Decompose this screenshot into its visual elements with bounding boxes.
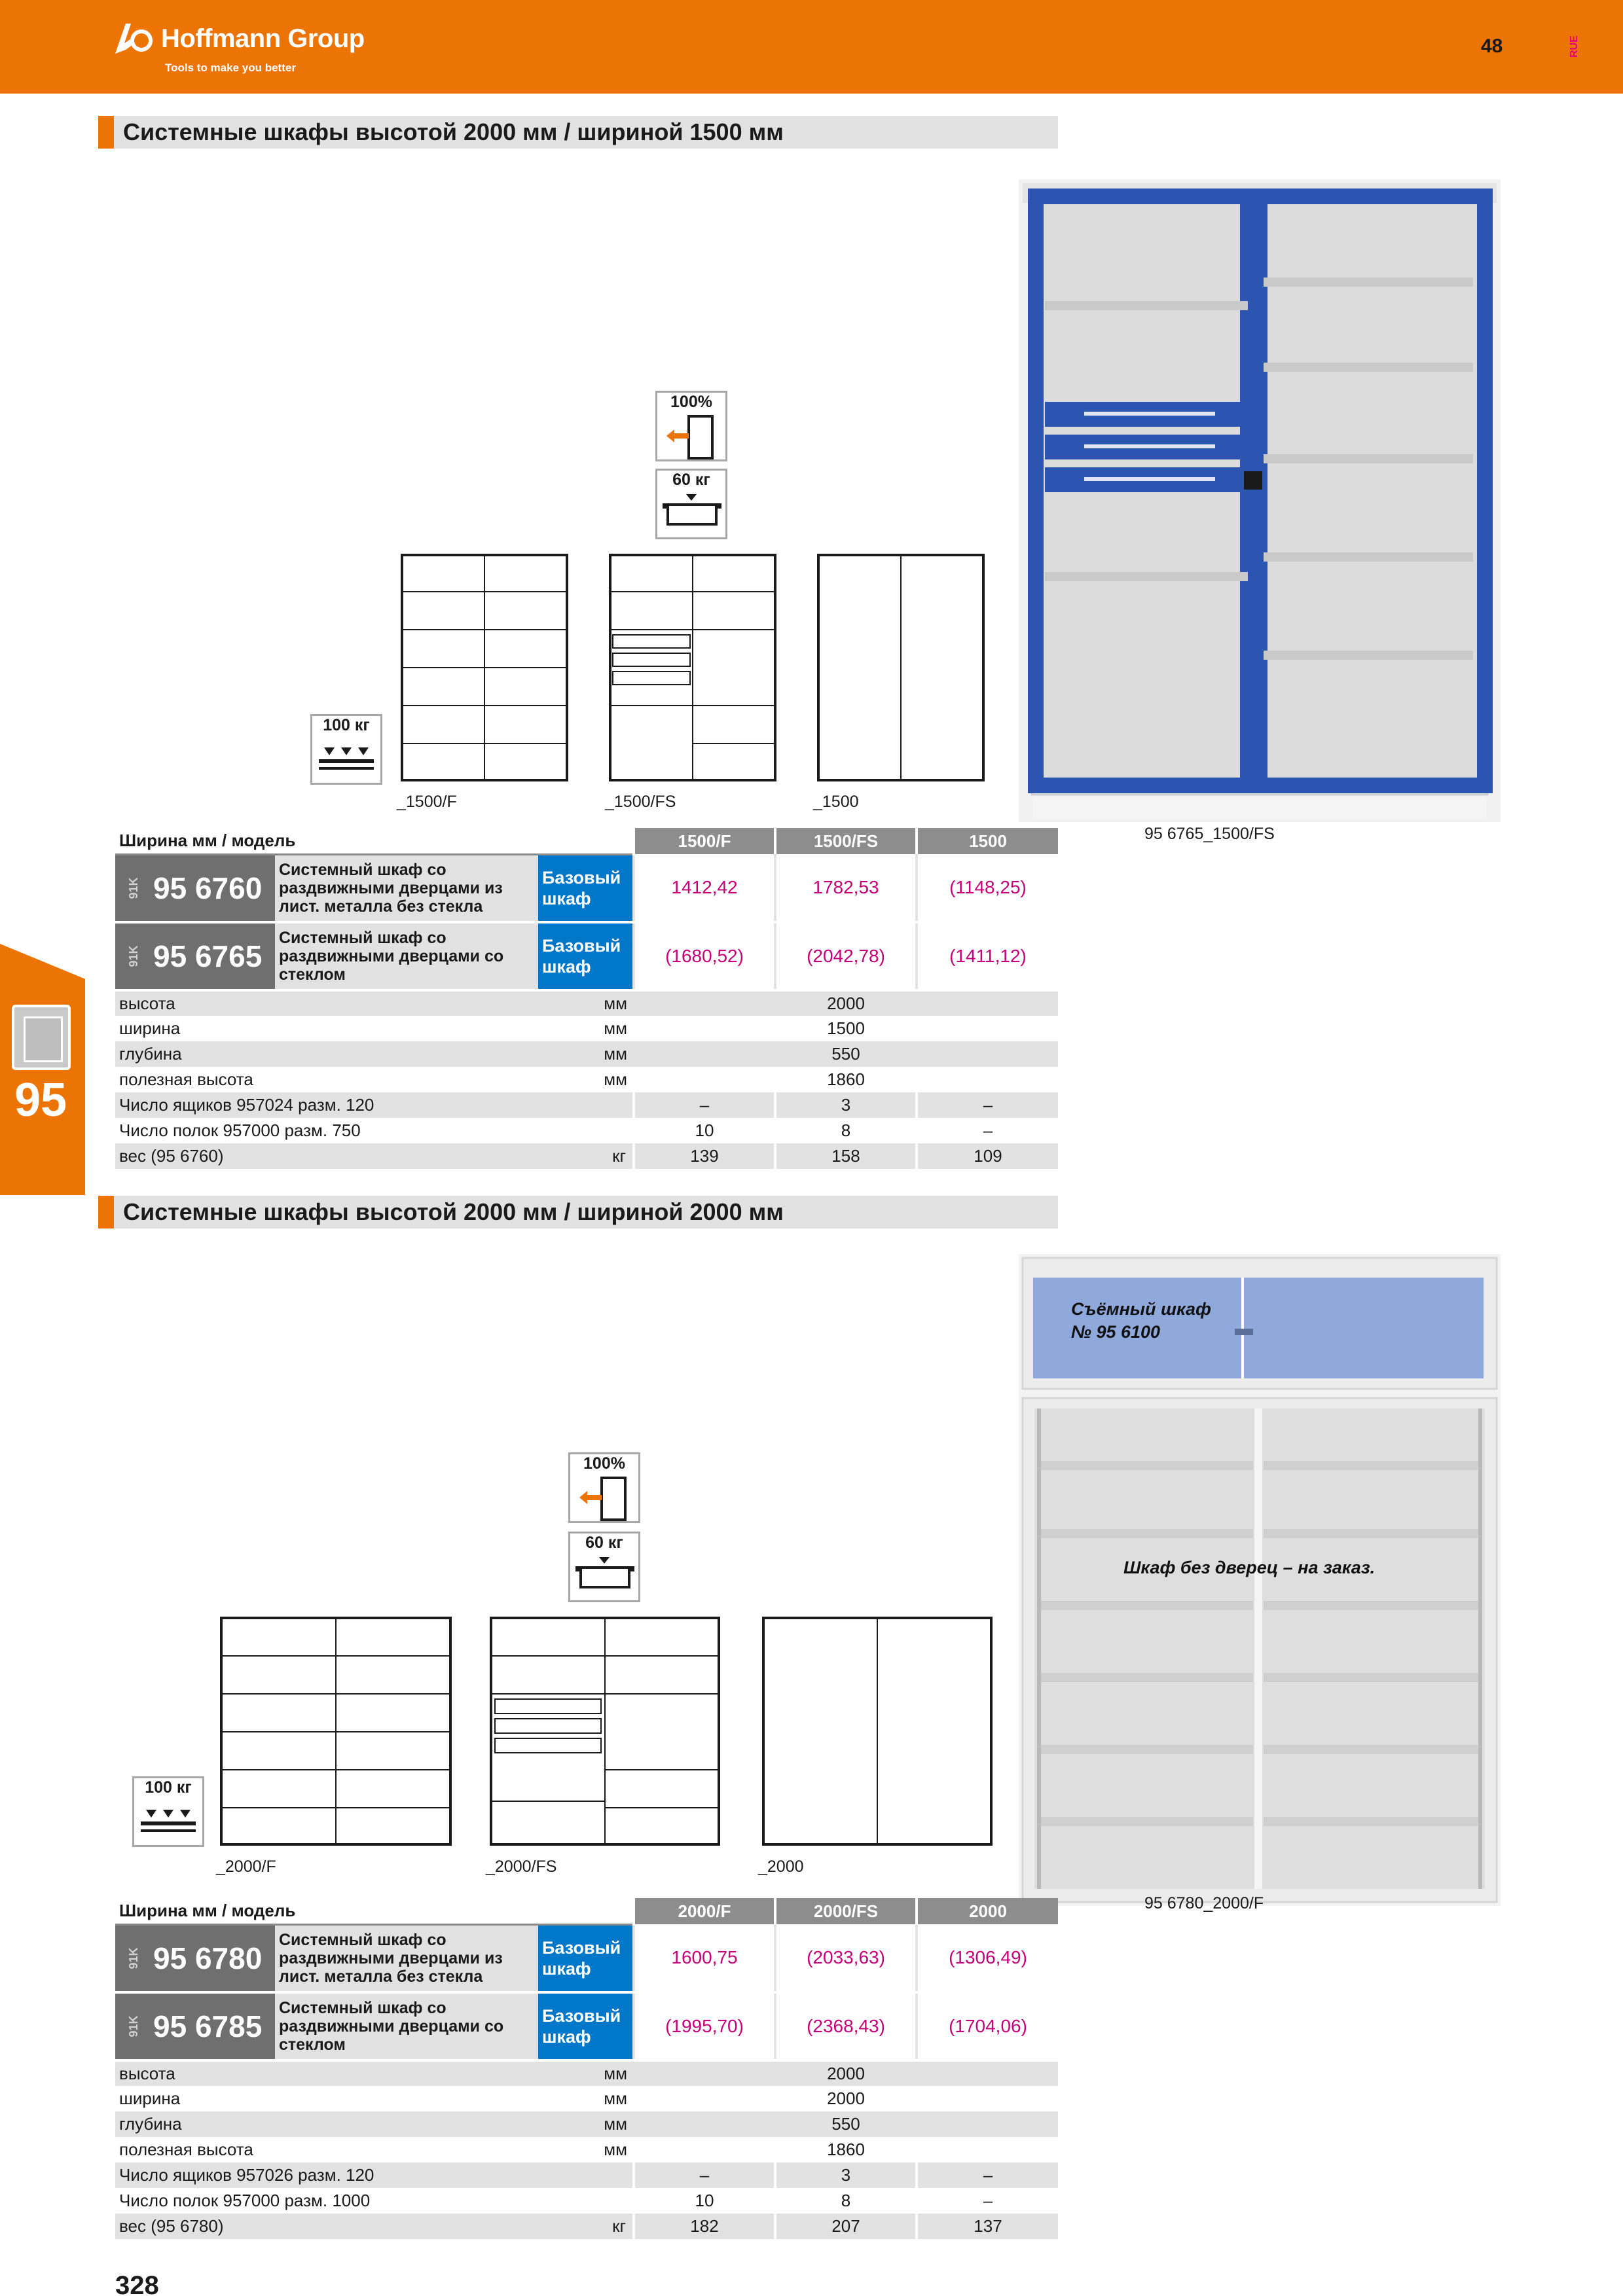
spec-row-usable-height: полезная высота мм 1860 xyxy=(119,1069,865,1089)
section-title: Системные шкафы высотой 2000 мм / шириной 1500 мм xyxy=(98,116,1058,149)
product-description: Системный шкаф со раздвижными дверцами из лист. металла без стекла xyxy=(275,1924,538,1992)
base-cabinet-badge: Базовый шкаф xyxy=(538,922,634,990)
diagram-shelves-only xyxy=(401,554,568,781)
section-number: 95 xyxy=(14,1074,67,1126)
photo-caption: 95 6765_1500/FS xyxy=(1144,825,1275,843)
drawer-load-icon xyxy=(573,1554,636,1598)
page-number: 328 xyxy=(115,2271,159,2296)
shelf-load-indicator: 100 кг xyxy=(310,714,382,785)
article-number[interactable]: 91K 95 6785 xyxy=(115,1992,275,2060)
price-cell: (1306,49) xyxy=(917,1924,1058,1992)
spec-row-height: высота мм 2000 xyxy=(115,990,1058,1016)
diagram-empty xyxy=(762,1617,993,1846)
price-cell: (1148,25) xyxy=(917,854,1058,922)
removable-cabinet-number: № 95 6100 xyxy=(1071,1322,1161,1342)
diagram-label: _2000 xyxy=(758,1857,804,1876)
product-row xyxy=(115,922,1058,990)
pull-out-indicator: 100% xyxy=(655,391,727,461)
doorless-note: Шкаф без дверец – на заказ. xyxy=(1123,1558,1376,1577)
spec-row-shelves: Число полок 957000 разм. 750 10 8 – xyxy=(115,1118,1058,1143)
price-cell: (1704,06) xyxy=(917,1992,1058,2060)
diagram-label: _2000/FS xyxy=(486,1857,557,1876)
column-header: 2000 xyxy=(917,1898,1058,1924)
price-cell: (1680,52) xyxy=(634,922,775,990)
brand-tagline: Tools to make you better xyxy=(165,62,296,74)
diagram-label: _1500 xyxy=(813,793,859,811)
diagram-label: _1500/FS xyxy=(605,793,676,811)
column-header: 1500/F xyxy=(634,828,775,854)
diagram-shelves-drawers xyxy=(490,1617,720,1846)
article-number[interactable]: 91K 95 6765 xyxy=(115,922,275,990)
product-row xyxy=(115,1924,1058,1992)
table-header-label: Ширина мм / модель xyxy=(115,1898,634,1924)
price-cell: (2033,63) xyxy=(775,1924,917,1992)
removable-cabinet-label: Съёмный шкаф xyxy=(1071,1299,1211,1319)
spec-row-usable-height: полезная высота мм 1860 xyxy=(119,2140,865,2159)
brand-logo[interactable] xyxy=(113,20,365,58)
diagram-empty xyxy=(817,554,985,781)
diagram-label: _2000/F xyxy=(216,1857,276,1876)
price-cell: 1412,42 xyxy=(634,854,775,922)
photo-caption: 95 6780_2000/F xyxy=(1144,1894,1264,1912)
article-number[interactable]: 91K 95 6780 xyxy=(115,1924,275,1992)
article-number[interactable]: 91K 95 6760 xyxy=(115,854,275,922)
spec-row-weight: вес (95 6760) кг 139 158 109 xyxy=(115,1143,1058,1169)
language-code: RUE xyxy=(1569,35,1580,58)
product-row xyxy=(115,1992,1058,2060)
base-cabinet-badge: Базовый шкаф xyxy=(538,1924,634,1992)
price-cell: (2368,43) xyxy=(775,1992,917,2060)
product-description: Системный шкаф со раздвижными дверцами со стеклом xyxy=(275,922,538,990)
drawer-load-indicator: 60 кг xyxy=(568,1532,640,1602)
shelf-load-icon xyxy=(137,1799,200,1839)
spec-row-drawers: Число ящиков 957026 разм. 120 – 3 – xyxy=(115,2162,1058,2188)
spec-row-shelves: Число полок 957000 разм. 1000 10 8 – xyxy=(115,2188,1058,2214)
drawer-extension-icon xyxy=(577,1475,632,1522)
brand-name: Hoffmann Group xyxy=(161,24,365,53)
column-header: 1500/FS xyxy=(775,828,917,854)
column-header: 2000/FS xyxy=(775,1898,917,1924)
hoffmann-logo-icon xyxy=(113,20,155,58)
spec-row-height: высота мм 2000 xyxy=(115,2060,1058,2086)
spec-row-depth: глубина мм 550 xyxy=(115,1041,1058,1067)
table-header-label: Ширина мм / модель xyxy=(115,828,634,854)
diagram-shelves-drawers xyxy=(609,554,776,781)
drawer-load-indicator: 60 кг xyxy=(655,469,727,539)
diagram-label: _1500/F xyxy=(397,793,457,811)
price-cell: 1782,53 xyxy=(775,854,917,922)
shelf-load-indicator: 100 кг xyxy=(132,1776,204,1847)
catalog-page-number: 48 xyxy=(1481,35,1503,57)
spec-table xyxy=(115,1898,1058,2239)
product-row xyxy=(115,854,1058,922)
table-header-row xyxy=(115,1898,1058,1924)
price-cell: (1411,12) xyxy=(917,922,1058,990)
spec-row-depth: глубина мм 550 xyxy=(115,2111,1058,2137)
base-cabinet-badge: Базовый шкаф xyxy=(538,1992,634,2060)
price-cell: 1600,75 xyxy=(634,1924,775,1992)
table-header-row xyxy=(115,828,1058,854)
section-title: Системные шкафы высотой 2000 мм / шириной 2000 мм xyxy=(98,1196,1058,1229)
price-cell: (1995,70) xyxy=(634,1992,775,2060)
header-bar xyxy=(0,0,1623,94)
diagram-shelves-only xyxy=(220,1617,452,1846)
product-description: Системный шкаф со раздвижными дверцами из лист. металла без стекла xyxy=(275,854,538,922)
spec-row-width: ширина мм 1500 xyxy=(119,1018,865,1038)
product-photo-cabinet-blue xyxy=(1019,179,1501,822)
spec-row-drawers: Число ящиков 957024 разм. 120 – 3 – xyxy=(115,1092,1058,1118)
pull-out-indicator: 100% xyxy=(568,1452,640,1523)
drawer-load-icon xyxy=(660,492,723,535)
column-header: 1500 xyxy=(917,828,1058,854)
spec-row-weight: вес (95 6780) кг 182 207 137 xyxy=(115,2214,1058,2239)
cabinet-icon xyxy=(12,1005,71,1070)
spec-table xyxy=(115,828,1058,1169)
column-header: 2000/F xyxy=(634,1898,775,1924)
spec-row-width: ширина мм 2000 xyxy=(119,2089,865,2108)
product-description: Системный шкаф со раздвижными дверцами со стеклом xyxy=(275,1992,538,2060)
price-cell: (2042,78) xyxy=(775,922,917,990)
drawer-extension-icon xyxy=(664,414,719,461)
shelf-load-icon xyxy=(315,737,378,776)
product-photo-cabinet-open xyxy=(1019,1254,1501,1906)
base-cabinet-badge: Базовый шкаф xyxy=(538,854,634,922)
